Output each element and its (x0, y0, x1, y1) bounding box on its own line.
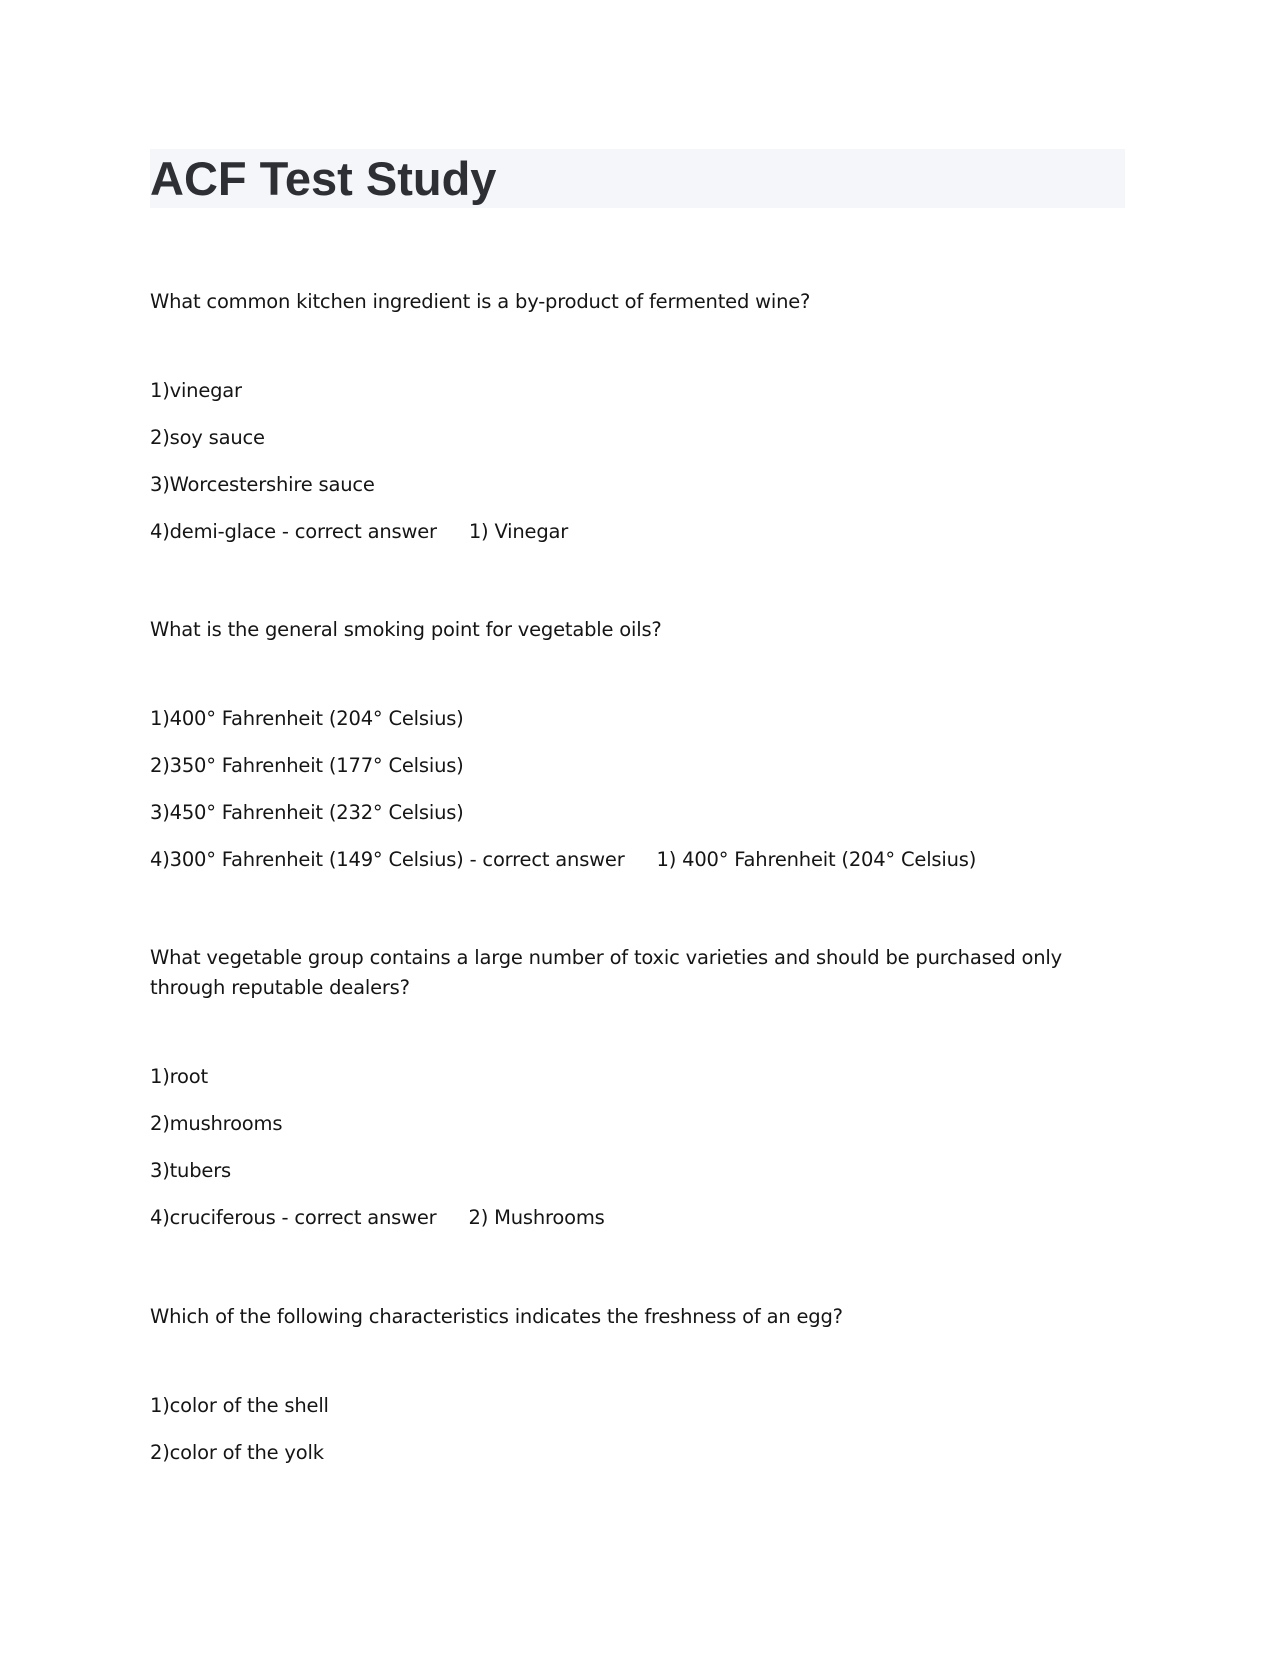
option-item-with-answer (150, 845, 1125, 875)
options-block-1 (150, 376, 1125, 547)
option-item: 3)450° Fahrenheit (232° Celsius) (150, 801, 464, 824)
option-item: 2)350° Fahrenheit (177° Celsius) (150, 754, 464, 777)
option-item: 1)400° Fahrenheit (204° Celsius) (150, 707, 464, 730)
options-block-2 (150, 704, 1125, 875)
question-block-2 (150, 615, 1125, 645)
option-item: 1)vinegar (150, 379, 242, 402)
question-text: What is the general smoking point for vegetable oils? (150, 618, 662, 641)
question-text: What common kitchen ingredient is a by-product of fermented wine? (150, 290, 811, 313)
document-page (150, 149, 1125, 1464)
question-text: Which of the following characteristics indicates the freshness of an egg? (150, 1305, 843, 1328)
option-item: 1)color of the shell (150, 1394, 329, 1417)
question-text: What vegetable group contains a large number of toxic varieties and should be purchased only through reputable dealers? (150, 946, 1062, 999)
option-item: 4)cruciferous - correct answer (150, 1206, 437, 1229)
title-bar (150, 149, 1125, 208)
option-item: 3)tubers (150, 1159, 231, 1182)
question-block-4 (150, 1302, 1125, 1332)
option-item: 1)root (150, 1065, 208, 1088)
option-item: 3)Worcestershire sauce (150, 473, 375, 496)
page-title: ACF Test Study (150, 152, 497, 205)
options-block-4 (150, 1391, 1125, 1468)
option-item-with-answer (150, 517, 1125, 547)
option-item: 2)mushrooms (150, 1112, 283, 1135)
option-item: 2)soy sauce (150, 426, 265, 449)
question-block-3 (150, 943, 1125, 1003)
option-item-with-answer (150, 1203, 1125, 1233)
option-item: 2)color of the yolk (150, 1441, 324, 1464)
correct-answer: 1) Vinegar (468, 520, 569, 543)
correct-answer: 1) 400° Fahrenheit (204° Celsius) (656, 848, 977, 871)
options-block-3 (150, 1062, 1125, 1233)
question-block-1 (150, 287, 1125, 317)
correct-answer: 2) Mushrooms (468, 1206, 605, 1229)
option-item: 4)300° Fahrenheit (149° Celsius) - correct answer (150, 848, 625, 871)
option-item: 4)demi-glace - correct answer (150, 520, 437, 543)
